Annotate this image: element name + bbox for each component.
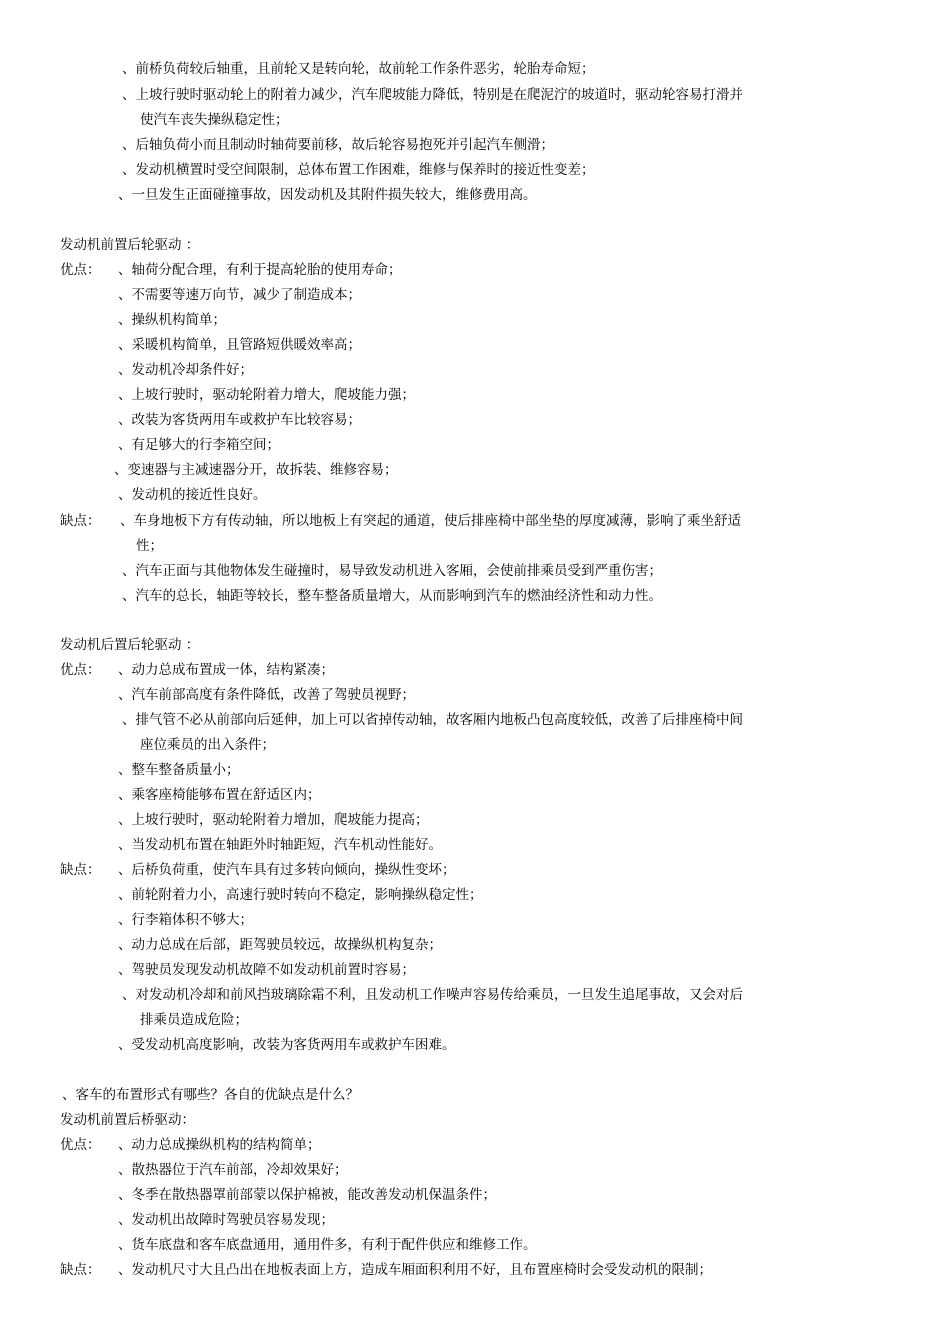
pros-item: 、散热器位于汽车前部，冷却效果好；: [118, 1162, 348, 1178]
intro-item-continuation: 使汽车丧失操纵稳定性；: [140, 112, 289, 128]
pros-item: 、冬季在散热器罩前部蒙以保护棉被，能改善发动机保温条件；: [118, 1187, 496, 1203]
pros-item: 、发动机的接近性良好。: [118, 487, 267, 503]
cons-item: 、受发动机高度影响，改装为客货两用车或救护车困难。: [118, 1037, 456, 1053]
pros-label: 优点：: [60, 662, 101, 678]
cons-item-continuation: 排乘员造成危险；: [140, 1012, 248, 1028]
intro-item: 、上坡行驶时驱动轮上的附着力减少，汽车爬坡能力降低，特别是在爬泥泞的坡道时，驱动轮容易打滑并: [122, 87, 743, 103]
pros-item: 、上坡行驶时，驱动轮附着力增加，爬坡能力提高；: [118, 812, 429, 828]
cons-item: 、车身地板下方有传动轴，所以地板上有突起的通道，使后排座椅中部坐垫的厚度减薄，影响了乘坐舒适: [120, 513, 741, 529]
section-heading: 发动机前置后轮驱动 ：: [60, 237, 200, 253]
cons-item: 、汽车正面与其他物体发生碰撞时，易导致发动机进入客厢，会使前排乘员受到严重伤害；: [122, 563, 662, 579]
cons-label: 缺点：: [60, 1262, 101, 1278]
pros-item: 、动力总成布置成一体，结构紧凑；: [118, 662, 334, 678]
cons-item: 、驾驶员发现发动机故障不如发动机前置时容易；: [118, 962, 415, 978]
cons-item: 、后桥负荷重，使汽车具有过多转向倾向，操纵性变坏；: [118, 862, 456, 878]
section-heading: 发动机后置后轮驱动 ：: [60, 637, 200, 653]
pros-item: 、上坡行驶时，驱动轮附着力增大，爬坡能力强；: [118, 387, 415, 403]
pros-item: 、排气管不必从前部向后延伸，加上可以省掉传动轴，故客厢内地板凸包高度较低，改善了后排座椅中间: [122, 712, 743, 728]
cons-label: 缺点：: [60, 862, 101, 878]
intro-item: 、前桥负荷较后轴重，且前轮又是转向轮，故前轮工作条件恶劣，轮胎寿命短；: [122, 61, 595, 77]
cons-item-continuation: 性；: [136, 538, 163, 554]
cons-label: 缺点：: [60, 513, 101, 529]
pros-item: 、轴荷分配合理，有利于提高轮胎的使用寿命；: [118, 262, 402, 278]
pros-item: 、乘客座椅能够布置在舒适区内；: [118, 787, 321, 803]
intro-item: 、一旦发生正面碰撞事故，因发动机及其附件损失较大，维修费用高。: [118, 187, 537, 203]
pros-item: 、货车底盘和客车底盘通用，通用件多，有利于配件供应和维修工作。: [118, 1237, 537, 1253]
cons-item: 、发动机尺寸大且凸出在地板表面上方，造成车厢面积利用不好，且布置座椅时会受发动机的限制；: [118, 1262, 712, 1278]
pros-item: 、发动机出故障时驾驶员容易发现；: [118, 1212, 334, 1228]
pros-item: 、采暖机构简单，且管路短供暖效率高；: [118, 337, 361, 353]
pros-item: 、不需要等速万向节，减少了制造成本；: [118, 287, 361, 303]
cons-item: 、汽车的总长，轴距等较长，整车整备质量增大，从而影响到汽车的燃油经济性和动力性。: [122, 588, 662, 604]
pros-item: 、改装为客货两用车或救护车比较容易；: [118, 412, 361, 428]
pros-item: 、发动机冷却条件好；: [118, 362, 253, 378]
cons-item: 、动力总成在后部，距驾驶员较远，故操纵机构复杂；: [118, 937, 442, 953]
pros-item: 、动力总成操纵机构的结构简单；: [118, 1137, 321, 1153]
pros-item: 、变速器与主减速器分开，故拆装、维修容易；: [114, 462, 398, 478]
pros-item: 、操纵机构简单；: [118, 312, 226, 328]
cons-item: 、行李箱体积不够大；: [118, 912, 253, 928]
cons-item: 、对发动机冷却和前风挡玻璃除霜不利，且发动机工作噪声容易传给乘员，一旦发生追尾事故，又会对后: [122, 987, 743, 1003]
section-heading: 发动机前置后桥驱动：: [60, 1112, 195, 1128]
pros-item: 、整车整备质量小；: [118, 762, 240, 778]
pros-item: 、当发动机布置在轴距外时轴距短，汽车机动性能好。: [118, 837, 442, 853]
pros-label: 优点：: [60, 262, 101, 278]
pros-item: 、汽车前部高度有条件降低，改善了驾驶员视野；: [118, 687, 415, 703]
intro-item: 、后轴负荷小而且制动时轴荷要前移，故后轮容易抱死并引起汽车侧滑；: [122, 137, 554, 153]
pros-item-continuation: 座位乘员的出入条件；: [140, 737, 275, 753]
intro-item: 、发动机横置时受空间限制，总体布置工作困难，维修与保养时的接近性变差；: [122, 162, 595, 178]
cons-item: 、前轮附着力小，高速行驶时转向不稳定，影响操纵稳定性；: [118, 887, 483, 903]
pros-label: 优点：: [60, 1137, 101, 1153]
pros-item: 、有足够大的行李箱空间；: [118, 437, 280, 453]
question-heading: 、客车的布置形式有哪些？各自的优缺点是什么？: [62, 1087, 359, 1103]
